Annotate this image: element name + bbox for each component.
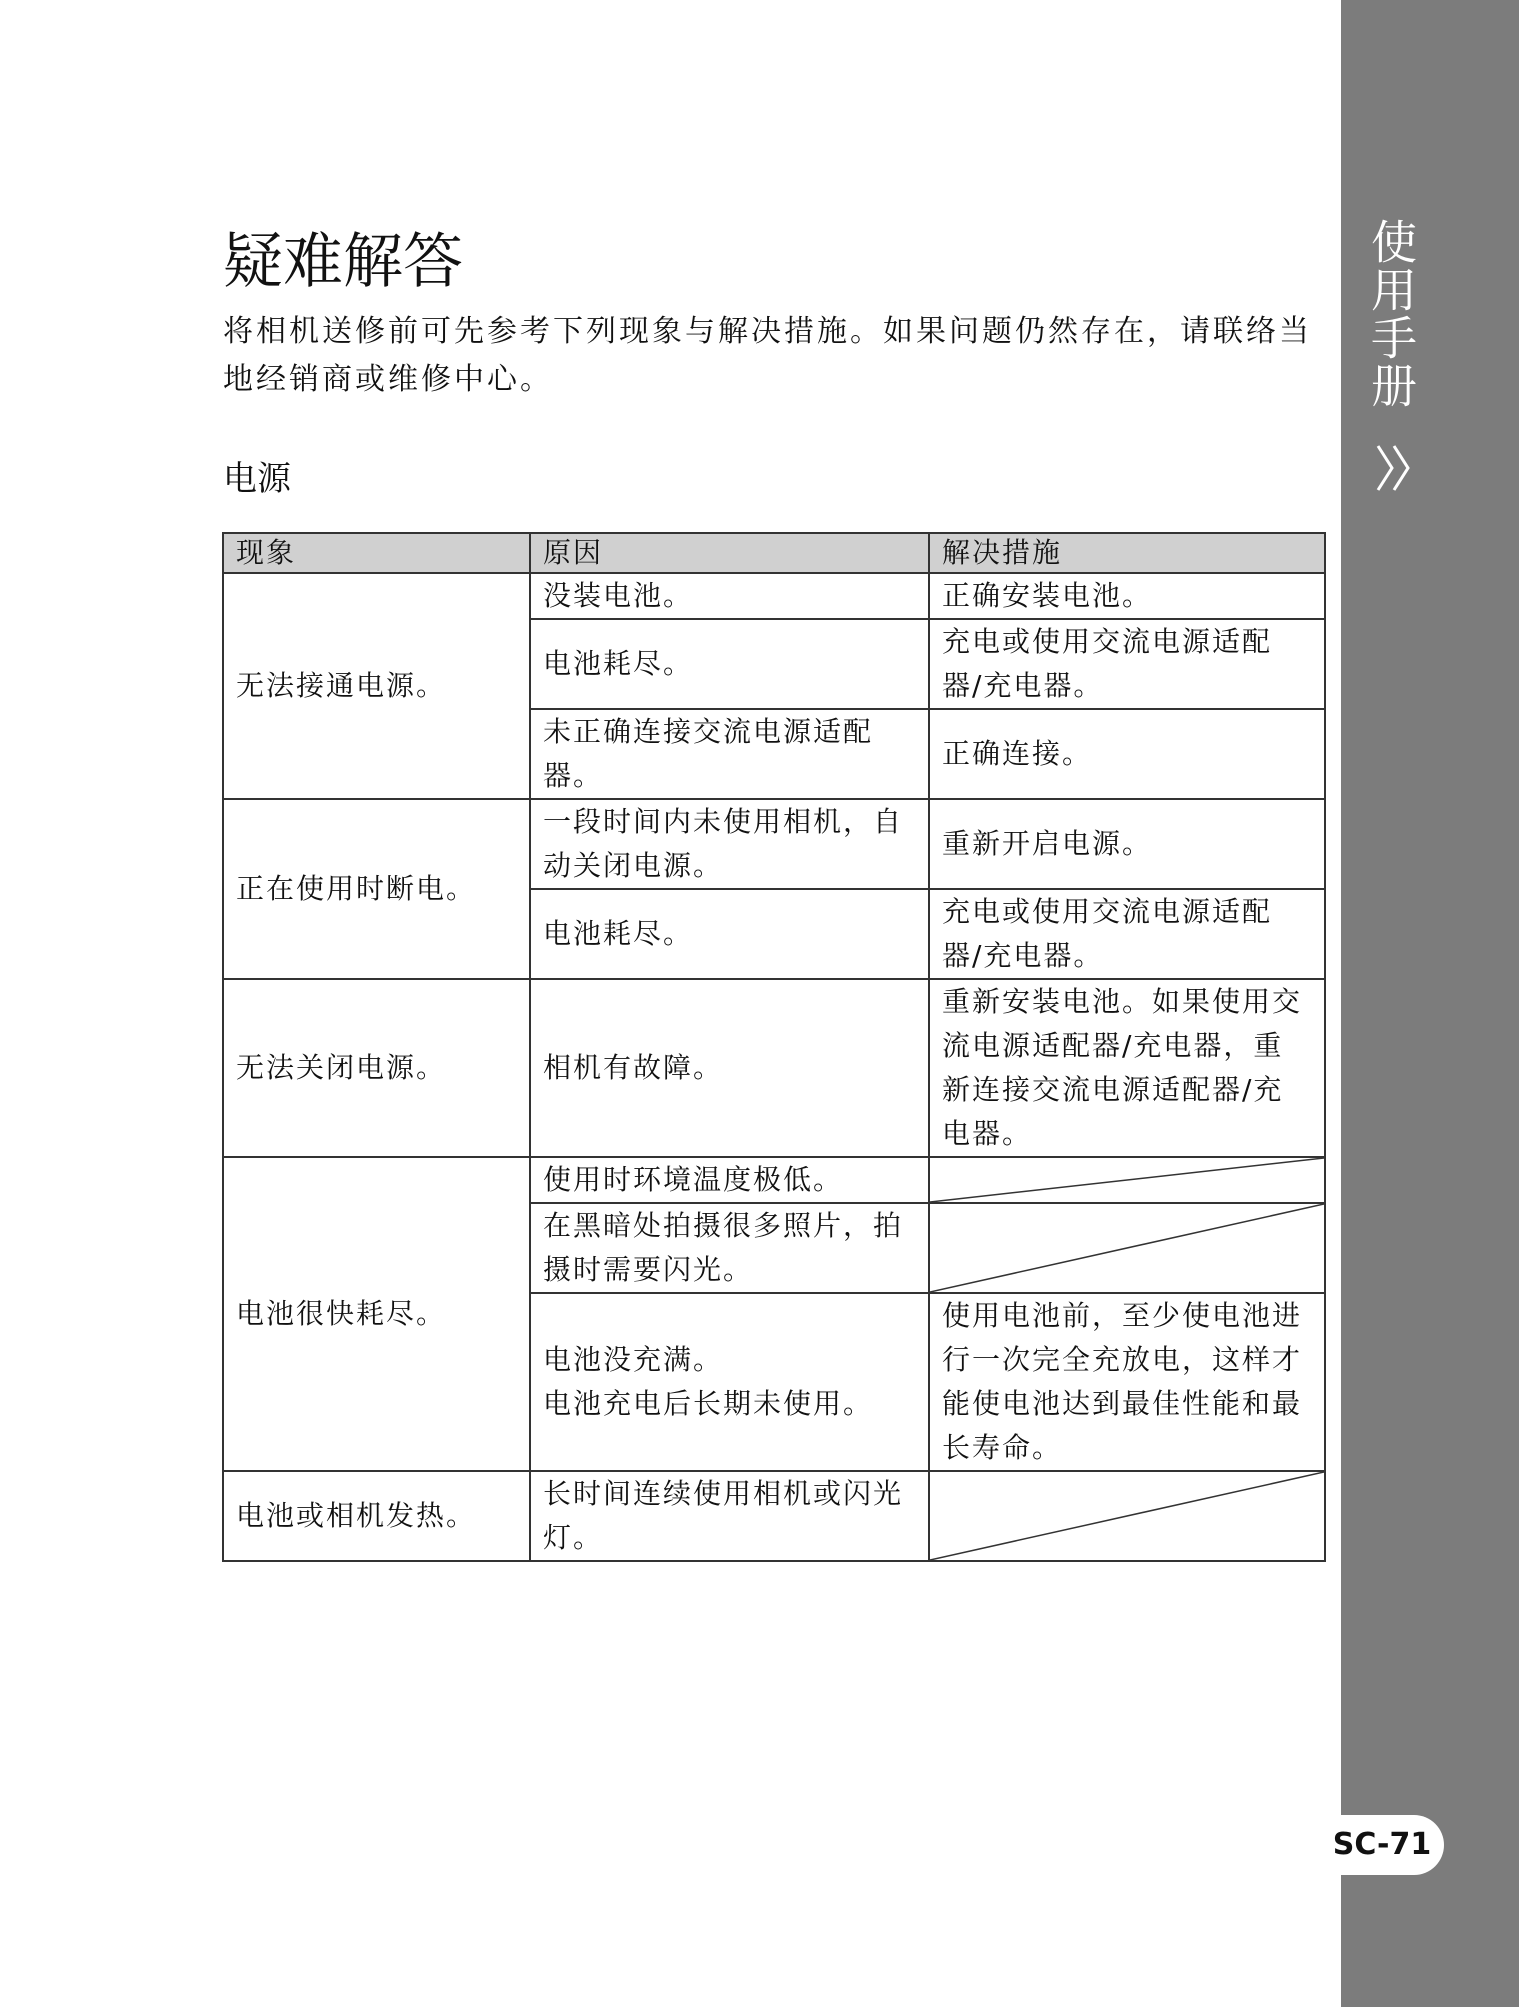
- table-row: [223, 573, 1325, 619]
- symptom-cell: 电池很快耗尽。: [223, 1157, 530, 1471]
- page-number: SC-71: [1320, 1815, 1444, 1875]
- diagonal-line: [930, 1472, 1324, 1560]
- symptom-cell: 无法接通电源。: [223, 573, 530, 799]
- solution-cell: 使用电池前，至少使电池进行一次完全充放电，这样才能使电池达到最佳性能和最长寿命。: [929, 1293, 1325, 1471]
- cause-cell: 一段时间内未使用相机，自动关闭电源。: [530, 799, 929, 889]
- cause-cell: 电池耗尽。: [530, 889, 929, 979]
- cause-line: 电池充电后长期未使用。: [543, 1387, 874, 1420]
- cause-cell: 长时间连续使用相机或闪光灯。: [530, 1471, 929, 1561]
- symptom-cell: 电池或相机发热。: [223, 1471, 530, 1561]
- diagonal-line: [930, 1204, 1324, 1292]
- table-row: [223, 979, 1325, 1157]
- cause-cell: 在黑暗处拍摄很多照片，拍摄时需要闪光。: [530, 1203, 929, 1293]
- cause-cell: 电池耗尽。: [530, 619, 929, 709]
- solution-cell: 重新开启电源。: [929, 799, 1325, 889]
- sidebar-title: 使用手册: [1364, 218, 1418, 410]
- empty-solution-cell: [929, 1471, 1325, 1561]
- cause-line: 电池没充满。: [543, 1343, 724, 1376]
- intro-paragraph: 将相机送修前可先参考下列现象与解决措施。如果问题仍然存在，请联络当地经销商或维修中心。: [223, 314, 1312, 397]
- cause-cell: 使用时环境温度极低。: [530, 1157, 929, 1203]
- header-cause: 原因: [530, 533, 929, 573]
- symptom-cell: 正在使用时断电。: [223, 799, 530, 979]
- table-row: [223, 799, 1325, 889]
- solution-cell: 正确连接。: [929, 709, 1325, 799]
- cause-cell: 没装电池。: [530, 573, 929, 619]
- solution-cell: 充电或使用交流电源适配器/充电器。: [929, 889, 1325, 979]
- header-symptom: 现象: [223, 533, 530, 573]
- table-header-row: [223, 533, 1325, 573]
- section-heading: 电源: [223, 459, 291, 499]
- cause-cell: 相机有故障。: [530, 979, 929, 1157]
- diagonal-line: [930, 1158, 1324, 1202]
- double-chevron-right-icon: [1374, 440, 1414, 496]
- table-row: [223, 1471, 1325, 1561]
- solution-cell: 正确安装电池。: [929, 573, 1325, 619]
- solution-cell: 充电或使用交流电源适配器/充电器。: [929, 619, 1325, 709]
- page-title: 疑难解答: [223, 227, 463, 297]
- cause-cell: 未正确连接交流电源适配器。: [530, 709, 929, 799]
- empty-solution-cell: [929, 1203, 1325, 1293]
- symptom-cell: 无法关闭电源。: [223, 979, 530, 1157]
- header-solution: 解决措施: [929, 533, 1325, 573]
- table-row: [223, 1157, 1325, 1203]
- solution-cell: 重新安装电池。如果使用交流电源适配器/充电器，重新连接交流电源适配器/充电器。: [929, 979, 1325, 1157]
- cause-cell: [530, 1293, 929, 1471]
- troubleshooting-table: [222, 532, 1326, 1562]
- empty-solution-cell: [929, 1157, 1325, 1203]
